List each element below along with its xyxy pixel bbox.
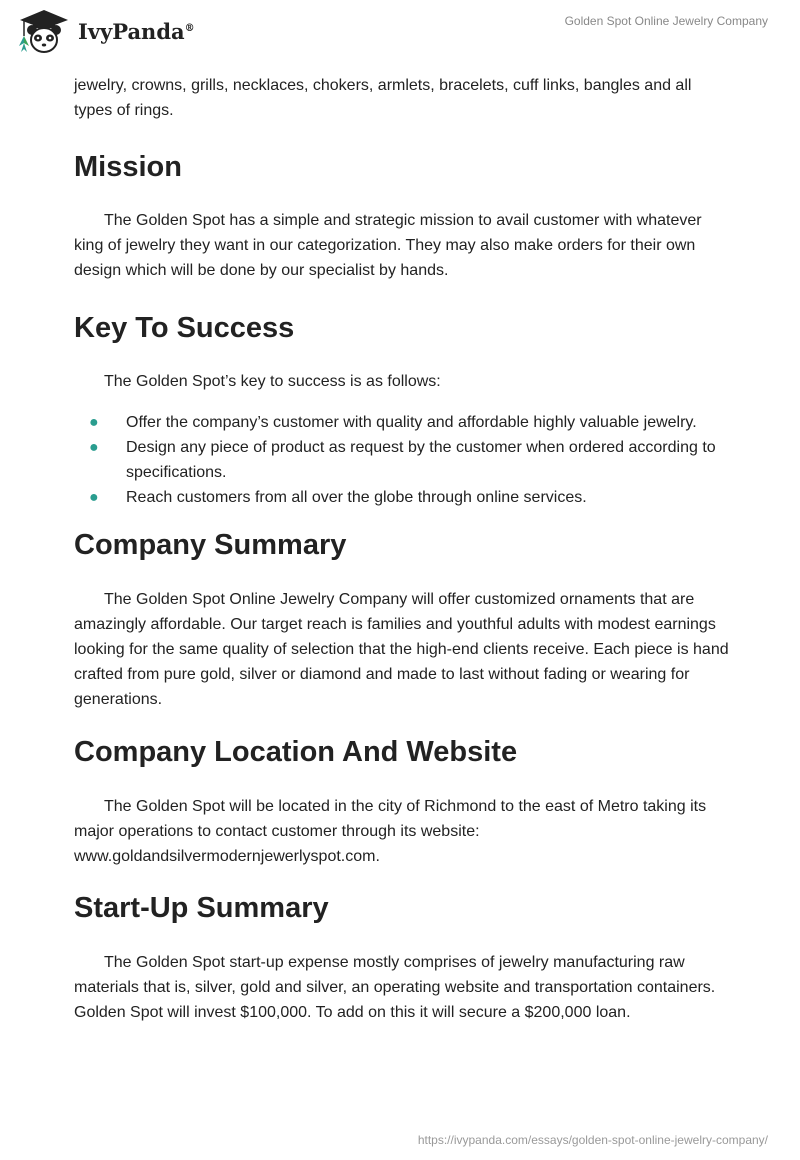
company-location-paragraph: The Golden Spot will be located in the city of Richmond to the east of Metro taking its major operations to contact customer through its website: www.goldandsilvermodernjewerlyspot.com. [74,798,707,865]
startup-summary-paragraph: The Golden Spot start-up expense mostly comprises of jewelry manufacturing raw materials that is, silver, gold and silver, an operating website and transportation containers. Golden Spot will invest $100,000. To add on this it will secure a $200,000 loan. [74,954,716,1021]
company-summary-heading: Company Summary [74,529,347,561]
bullet-dot-icon: ● [89,414,99,431]
intro-paragraph: jewelry, crowns, grills, necklaces, chokers, armlets, bracelets, cuff links, bangles and all types of rings. [74,77,692,119]
key-to-success-list [74,410,734,510]
document-title: Golden Spot Online Jewelry Company [564,14,768,28]
panda-graduate-icon [14,6,74,56]
essay-content [74,70,734,1025]
company-location-heading: Company Location And Website [74,736,518,768]
ivypanda-logo[interactable] [14,6,195,56]
bullet-dot-icon: ● [89,439,99,456]
startup-summary-heading: Start-Up Summary [74,892,329,924]
list-item: ● Design any piece of product as request by the customer when ordered according to specifications. [74,435,734,485]
key-to-success-lead: The Golden Spot’s key to success is as follows: [104,373,441,390]
list-item: ● Reach customers from all over the globe through online services. [74,485,734,510]
brand-name: IvyPanda® [78,18,195,44]
mission-paragraph: The Golden Spot has a simple and strategic mission to avail customer with whatever king of jewelry they want in our categorization. They may also make orders for their own design which will be done by our specialist by hands. [74,212,702,279]
mission-heading: Mission [74,151,182,183]
bullet-dot-icon: ● [89,489,99,506]
company-summary-paragraph: The Golden Spot Online Jewelry Company will offer customized ornaments that are amazingly affordable. Our target reach is families and youthful adults with modest earnings looking for the same quality of selection that the high-end clients receive. Each piece is hand crafted from pure gold, silver or diamond and made to last without fading or wearing for generations. [74,591,729,708]
source-url[interactable]: https://ivypanda.com/essays/golden-spot-online-jewelry-company/ [417,1133,768,1147]
list-item: ● Offer the company’s customer with quality and affordable highly valuable jewelry. [74,410,734,435]
page-header [0,0,800,70]
key-to-success-heading: Key To Success [74,312,295,344]
